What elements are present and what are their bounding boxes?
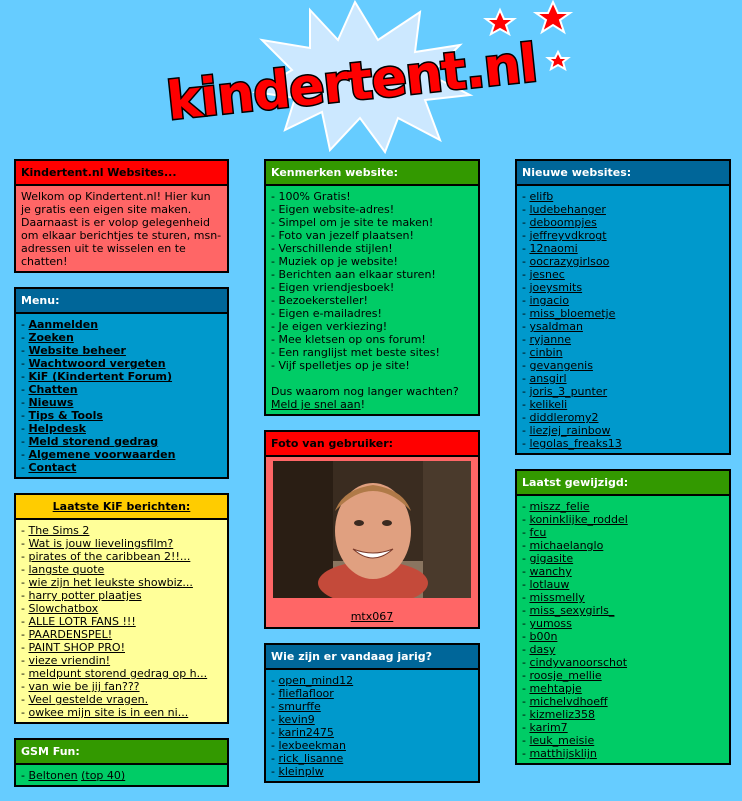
- menu-item-link[interactable]: Tips & Tools: [28, 409, 103, 422]
- kif-post-link[interactable]: Slowchatbox: [28, 602, 99, 615]
- kif-post-link[interactable]: wie zijn het leukste showbiz...: [28, 576, 193, 589]
- new-sites-box: [515, 159, 731, 455]
- feature-item: - Mee kletsen op ons forum!: [271, 333, 426, 346]
- menu-item-link[interactable]: Aanmelden: [28, 318, 99, 331]
- menu-list: [21, 318, 222, 474]
- new-site: - ansgirl: [522, 372, 567, 385]
- new-site: - kelikeli: [522, 398, 568, 411]
- new-site-link[interactable]: joris_3_punter: [529, 385, 608, 398]
- updated-site: - dasy: [522, 643, 556, 656]
- new-site: - ysaldman: [522, 320, 583, 333]
- birthday-user: - open_mind12: [271, 674, 354, 687]
- new-site: - diddleromy2: [522, 411, 599, 424]
- updated-site: - wanchy: [522, 565, 572, 578]
- left-column: [14, 159, 229, 801]
- menu-item: - Helpdesk: [21, 422, 86, 435]
- new-site-link[interactable]: ryjanne: [529, 333, 572, 346]
- feature-item-link: Een ranglijst met beste sites!: [278, 346, 440, 359]
- menu-item-link[interactable]: KiF (Kindertent Forum): [28, 370, 173, 383]
- kif-post-link[interactable]: van wie be jij fan???: [28, 680, 140, 693]
- gsm-box: GSM Fun: - Beltonen (top 40): [14, 738, 229, 787]
- birthdays-box: [264, 643, 480, 783]
- new-site: - joris_3_punter: [522, 385, 608, 398]
- birthday-user: - flieflafloor: [271, 687, 334, 700]
- kif-post-link[interactable]: pirates of the caribbean 2!!...: [28, 550, 191, 563]
- new-site: - legolas_freaks13: [522, 437, 622, 450]
- kif-post: - vieze vriendin!: [21, 654, 111, 667]
- kif-post-link[interactable]: harry potter plaatjes: [28, 589, 142, 602]
- kif-post-link[interactable]: meldpunt storend gedrag op h...: [28, 667, 208, 680]
- birthdays-title: Wie zijn er vandaag jarig?: [266, 645, 478, 670]
- feature-item-link: Vijf spelletjes op je site!: [278, 359, 410, 372]
- new-site: - jeffreyvdkrogt: [522, 229, 607, 242]
- menu-item-link[interactable]: Nieuws: [28, 396, 74, 409]
- new-site-link[interactable]: miss_bloemetje: [529, 307, 616, 320]
- new-site-link[interactable]: 12naomi: [529, 242, 578, 255]
- feature-item: - 100% Gratis!: [271, 190, 351, 203]
- birthday-user: - rick_lisanne: [271, 752, 344, 765]
- menu-item-link[interactable]: Chatten: [28, 383, 78, 396]
- new-site-link[interactable]: legolas_freaks13: [529, 437, 622, 450]
- new-sites-title: Nieuwe websites:: [517, 161, 729, 186]
- menu-item: - Contact: [21, 461, 77, 474]
- menu-item-link[interactable]: Algemene voorwaarden: [28, 448, 176, 461]
- new-site-link[interactable]: ysaldman: [529, 320, 583, 333]
- feature-item-link: Berichten aan elkaar sturen!: [278, 268, 436, 281]
- new-site-link[interactable]: diddleromy2: [529, 411, 599, 424]
- new-site-link[interactable]: cinbin: [529, 346, 563, 359]
- new-site-link[interactable]: ansgirl: [529, 372, 567, 385]
- new-site: - joeysmits: [522, 281, 583, 294]
- updated-site-link[interactable]: cindyvanoorschot: [529, 656, 628, 669]
- new-site: - oocrazygirlsoo: [522, 255, 610, 268]
- updated-site-link[interactable]: wanchy: [529, 565, 572, 578]
- kif-post: - Slowchatbox: [21, 602, 99, 615]
- right-column: [515, 159, 731, 779]
- updated-site: - missmelly: [522, 591, 585, 604]
- birthday-user: - lexbeekman: [271, 739, 346, 752]
- new-site: - ludebehanger: [522, 203, 606, 216]
- kif-post: - van wie be jij fan???: [21, 680, 140, 693]
- menu-item-link[interactable]: Wachtwoord vergeten: [28, 357, 166, 370]
- logo-text: kindertent.nl: [164, 33, 540, 133]
- new-site: - ingacio: [522, 294, 570, 307]
- updated-site-link[interactable]: yumoss: [529, 617, 572, 630]
- updated-site: - gigasite: [522, 552, 574, 565]
- birthday-user-link[interactable]: karin2475: [278, 726, 334, 739]
- updated-site-link[interactable]: michaelanglo: [529, 539, 604, 552]
- features-title: Kenmerken website:: [266, 161, 478, 186]
- menu-item-link[interactable]: Contact: [28, 461, 77, 474]
- updated-site-link[interactable]: lotlauw: [529, 578, 570, 591]
- birthday-user-link[interactable]: rick_lisanne: [278, 752, 344, 765]
- updated-site: - michaelanglo: [522, 539, 604, 552]
- updated-site-link[interactable]: roosje_mellie: [529, 669, 602, 682]
- feature-item-link: Mee kletsen op ons forum!: [278, 333, 426, 346]
- feature-item-link: Verschillende stijlen!: [278, 242, 393, 255]
- menu-item-link[interactable]: Helpdesk: [28, 422, 86, 435]
- updated-site-link[interactable]: michelvdhoeff: [529, 695, 608, 708]
- updated-site: - matthijsklijn: [522, 747, 597, 760]
- feature-item-link: Eigen vriendjesboek!: [278, 281, 395, 294]
- feature-item: - Berichten aan elkaar sturen!: [271, 268, 436, 281]
- feature-item-link: 100% Gratis!: [278, 190, 351, 203]
- birthday-user-link[interactable]: flieflafloor: [278, 687, 334, 700]
- menu-item: - Zoeken: [21, 331, 74, 344]
- menu-item-link[interactable]: Zoeken: [28, 331, 74, 344]
- kif-post: - harry potter plaatjes: [21, 589, 142, 602]
- top40-link[interactable]: (top 40): [81, 769, 126, 782]
- feature-item: - Verschillende stijlen!: [271, 242, 393, 255]
- updated-site: - cindyvanoorschot: [522, 656, 628, 669]
- new-site-link[interactable]: jeffreyvdkrogt: [529, 229, 607, 242]
- feature-item: - Muziek op je website!: [271, 255, 398, 268]
- updated-site-link[interactable]: karim7: [529, 721, 568, 734]
- feature-item-link: Eigen e-mailadres!: [278, 307, 382, 320]
- kif-post: - wie zijn het leukste showbiz...: [21, 576, 193, 589]
- updated-site-link[interactable]: koninklijke_roddel: [529, 513, 628, 526]
- updated-site-link[interactable]: dasy: [529, 643, 556, 656]
- feature-item-link: Eigen website-adres!: [278, 203, 395, 216]
- menu-item: - Algemene voorwaarden: [21, 448, 176, 461]
- birthdays-list: [271, 674, 473, 778]
- menu-item: - Tips & Tools: [21, 409, 103, 422]
- updated-site: - karim7: [522, 721, 568, 734]
- updated-site: - b00n: [522, 630, 558, 643]
- kif-list: [21, 524, 222, 719]
- welcome-box: [14, 159, 229, 273]
- updated-site-link[interactable]: matthijsklijn: [529, 747, 597, 760]
- menu-item-link[interactable]: Meld storend gedrag: [28, 435, 159, 448]
- updated-list: [522, 500, 724, 760]
- feature-item: - Eigen e-mailadres!: [271, 307, 382, 320]
- photo-title: Foto van gebruiker:: [266, 432, 478, 457]
- kif-post: - owkee mijn site is in een ni...: [21, 706, 189, 719]
- kif-post-link[interactable]: The Sims 2: [28, 524, 90, 537]
- kif-post-link[interactable]: Veel gestelde vragen.: [28, 693, 149, 706]
- features-list: [271, 190, 473, 372]
- kif-post: - ALLE LOTR FANS !!!: [21, 615, 136, 628]
- user-photo[interactable]: [273, 461, 471, 598]
- updated-site-link[interactable]: kizmeliz358: [529, 708, 596, 721]
- birthday-user-link[interactable]: kevin9: [278, 713, 315, 726]
- new-site: - jesnec: [522, 268, 565, 281]
- gsm-title: GSM Fun:: [16, 740, 227, 765]
- updated-title: Laatst gewijzigd:: [517, 471, 729, 496]
- updated-site-link[interactable]: mehtapje: [529, 682, 582, 695]
- birthday-user: - karin2475: [271, 726, 334, 739]
- signup-suffix: !: [360, 398, 366, 411]
- birthday-user-link[interactable]: open_mind12: [278, 674, 354, 687]
- updated-site: - miss_sexygirls_: [522, 604, 615, 617]
- kif-post: - meldpunt storend gedrag op h...: [21, 667, 208, 680]
- new-site-link[interactable]: elifb: [529, 190, 554, 203]
- menu-item: - Aanmelden: [21, 318, 99, 331]
- welcome-title: Kindertent.nl Websites...: [16, 161, 227, 186]
- updated-site-link[interactable]: leuk_meisie: [529, 734, 595, 747]
- user-photo-box: [264, 430, 480, 629]
- updated-site: - koninklijke_roddel: [522, 513, 628, 526]
- birthday-user-link[interactable]: kleinplw: [278, 765, 324, 778]
- kif-post-link[interactable]: vieze vriendin!: [28, 654, 111, 667]
- feature-item-link: Muziek op je website!: [278, 255, 398, 268]
- kif-post-link[interactable]: owkee mijn site is in een ni...: [28, 706, 189, 719]
- kif-post: - PAINT SHOP PRO!: [21, 641, 125, 654]
- updated-site-link[interactable]: b00n: [529, 630, 558, 643]
- new-site: - 12naomi: [522, 242, 578, 255]
- new-site-link[interactable]: oocrazygirlsoo: [529, 255, 610, 268]
- birthday-user-link[interactable]: lexbeekman: [278, 739, 346, 752]
- menu-item: - Nieuws: [21, 396, 74, 409]
- features-box: [264, 159, 480, 416]
- menu-item: - Website beheer: [21, 344, 126, 357]
- new-site: - ryjanne: [522, 333, 572, 346]
- updated-site-link[interactable]: missmelly: [529, 591, 585, 604]
- feature-item: - Je eigen verkiezing!: [271, 320, 388, 333]
- updated-site-link[interactable]: miss_sexygirls_: [529, 604, 615, 617]
- middle-column: [264, 159, 480, 797]
- logo-graphic[interactable]: [0, 0, 742, 155]
- feature-item: - Een ranglijst met beste sites!: [271, 346, 440, 359]
- signup-link[interactable]: Meld je snel aan: [271, 398, 361, 411]
- kif-post-link[interactable]: PAARDENSPEL!: [28, 628, 113, 641]
- new-site-link[interactable]: kelikeli: [529, 398, 568, 411]
- new-site: - deboompjes: [522, 216, 597, 229]
- new-site-link[interactable]: gevangenis: [529, 359, 593, 372]
- new-site: - cinbin: [522, 346, 563, 359]
- menu-item: - Wachtwoord vergeten: [21, 357, 166, 370]
- photo-username-link[interactable]: mtx067: [350, 610, 394, 623]
- menu-item: - Chatten: [21, 383, 78, 396]
- kif-post-link[interactable]: PAINT SHOP PRO!: [28, 641, 125, 654]
- kif-post: - langste quote: [21, 563, 105, 576]
- feature-item: - Foto van jezelf plaatsen!: [271, 229, 414, 242]
- updated-site: - roosje_mellie: [522, 669, 602, 682]
- updated-site: - michelvdhoeff: [522, 695, 608, 708]
- birthday-user: - kleinplw: [271, 765, 324, 778]
- updated-box: [515, 469, 731, 765]
- kif-post-link[interactable]: ALLE LOTR FANS !!!: [28, 615, 136, 628]
- birthday-user-link[interactable]: smurffe: [278, 700, 321, 713]
- feature-item-link: Bezoekersteller!: [278, 294, 368, 307]
- menu-box: [14, 287, 229, 479]
- menu-item: - KiF (Kindertent Forum): [21, 370, 173, 383]
- updated-site: - miszz_felie: [522, 500, 590, 513]
- kif-post: - The Sims 2: [21, 524, 90, 537]
- feature-item: - Eigen website-adres!: [271, 203, 395, 216]
- kif-post: - Veel gestelde vragen.: [21, 693, 149, 706]
- updated-site: - yumoss: [522, 617, 572, 630]
- updated-site: - fcu: [522, 526, 547, 539]
- new-site-link[interactable]: joeysmits: [529, 281, 583, 294]
- updated-site: - lotlauw: [522, 578, 570, 591]
- new-site: - liezjej_rainbow: [522, 424, 611, 437]
- site-header: [0, 0, 742, 155]
- feature-item: - Eigen vriendjesboek!: [271, 281, 395, 294]
- new-site-link[interactable]: deboompjes: [529, 216, 597, 229]
- new-site: - miss_bloemetje: [522, 307, 616, 320]
- feature-item: - Bezoekersteller!: [271, 294, 368, 307]
- welcome-text: Welkom op Kindertent.nl! Hier kun je gratis een eigen site maken. Daarnaast is er volop gelegenheid om elkaar berichtjes te sturen, msn-adressen uit te wisselen en te chatten!: [16, 186, 227, 271]
- new-site-link[interactable]: ingacio: [529, 294, 570, 307]
- user-photo-image: [273, 461, 471, 598]
- new-site-link[interactable]: jesnec: [529, 268, 565, 281]
- menu-item-link[interactable]: Website beheer: [28, 344, 126, 357]
- kif-post: - pirates of the caribbean 2!!...: [21, 550, 191, 563]
- ringtones-link[interactable]: Beltonen: [28, 769, 78, 782]
- updated-site: - kizmeliz358: [522, 708, 596, 721]
- menu-title: Menu:: [16, 289, 227, 314]
- feature-item: - Vijf spelletjes op je site!: [271, 359, 410, 372]
- features-question: Dus waarom nog langer wachten?: [271, 385, 459, 398]
- updated-site-link[interactable]: gigasite: [529, 552, 574, 565]
- menu-item: - Meld storend gedrag: [21, 435, 159, 448]
- new-sites-list: [522, 190, 724, 450]
- feature-item-link: Foto van jezelf plaatsen!: [278, 229, 414, 242]
- updated-site: - mehtapje: [522, 682, 582, 695]
- kif-title-link[interactable]: Laatste KiF berichten:: [52, 500, 191, 513]
- birthday-user: - kevin9: [271, 713, 315, 726]
- kif-post: - PAARDENSPEL!: [21, 628, 113, 641]
- birthday-user: - smurffe: [271, 700, 321, 713]
- new-site: - gevangenis: [522, 359, 593, 372]
- kif-post-link[interactable]: Wat is jouw lievelingsfilm?: [28, 537, 174, 550]
- feature-item: - Simpel om je site te maken!: [271, 216, 434, 229]
- new-site: - elifb: [522, 190, 554, 203]
- new-site-link[interactable]: liezjej_rainbow: [529, 424, 611, 437]
- feature-item-link: Simpel om je site te maken!: [278, 216, 434, 229]
- updated-site-link[interactable]: miszz_felie: [529, 500, 590, 513]
- kif-post: - Wat is jouw lievelingsfilm?: [21, 537, 174, 550]
- feature-item-link: Je eigen verkiezing!: [278, 320, 388, 333]
- updated-site-link[interactable]: fcu: [529, 526, 547, 539]
- updated-site: - leuk_meisie: [522, 734, 595, 747]
- new-site-link[interactable]: ludebehanger: [529, 203, 606, 216]
- kif-post-link[interactable]: langste quote: [28, 563, 105, 576]
- kif-box: [14, 493, 229, 724]
